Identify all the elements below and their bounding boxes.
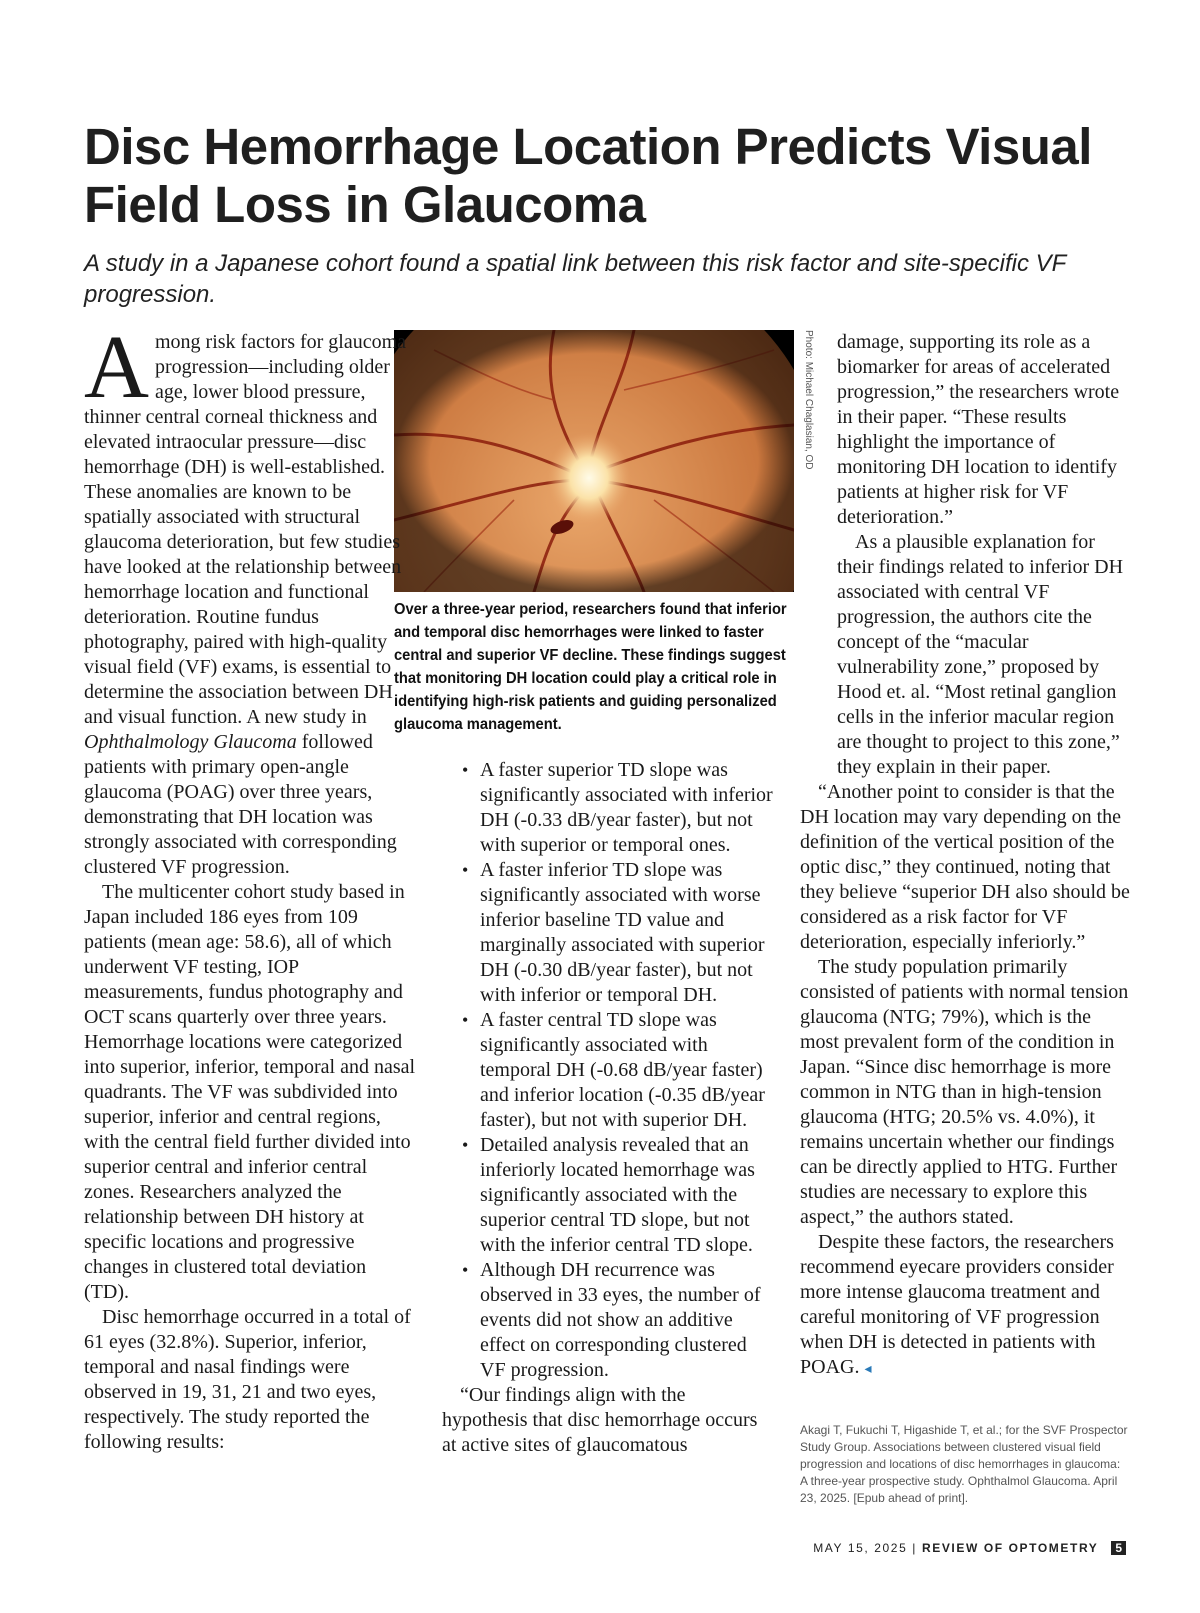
deck-subtitle: A study in a Japanese cohort found a spatial link between this risk factor and site-specific VF progression. <box>84 250 1066 308</box>
list-item: • A faster inferior TD slope was significantly associated with worse inferior baseline TD value and marginally associated with superior DH (-0.30 dB/year faster), but not with inferior or temporal DH. <box>442 858 774 1008</box>
page-number: 5 <box>1111 1541 1126 1555</box>
column-right <box>800 330 1132 1382</box>
fundus-image <box>394 330 794 592</box>
intro-text: mong risk factors for glaucoma progression—including older age, lower blood pressure, thinner central corneal thickness and elevated intraocular pressure—disc hemorrhage (DH) is well-established. These anomalies are known to be spatially associated with structural glaucoma deterioration, but few studies have looked at the relationship between hemorrhage location and functional deterioration. Routine fundus photography, paired with high-quality visual field (VF) exams, is essential to determine the association between DH and visual function. A new study in <box>84 331 407 728</box>
quote-paragraph-start: “Our findings align with the hypothesis that disc hemorrhage occurs at active sites of glaucomatous <box>442 1384 758 1456</box>
reference-citation: Akagi T, Fukuchi T, Higashide T, et al.; for the SVF Prospector Study Group. Associations between clustered visual field progression and locations of disc hemorrhages in glaucoma: A three-year prospective study. Ophthalmol Glaucoma. April 23, 2025. [Epub ahead of print]. <box>800 1423 1128 1505</box>
population-paragraph: The study population primarily consisted of patients with normal tension glaucoma (NTG; 79%), which is the most prevalent form of the condition in Japan. “Since disc hemorrhage is more common in NTG than in high-tension glaucoma (HTG; 20.5% vs. 4.0%), it remains uncertain whether our findings can be directly applied to HTG. Further studies are necessary to explore this aspect,” the authors stated. <box>800 956 1129 1228</box>
page-footer <box>813 1541 1126 1555</box>
drop-cap: A <box>84 318 149 417</box>
footer-separator: | <box>912 1541 918 1555</box>
journal-name: Ophthalmology Glaucoma <box>84 731 297 753</box>
photo-credit: Photo: Michael Chaglasian, OD <box>803 330 814 470</box>
definition-paragraph: “Another point to consider is that the DH location may vary depending on the definition of the vertical position of the optic disc,” they continued, noting that they believe “superior DH also should be considered as a risk factor for VF deterioration, especially inferiorly.” <box>800 781 1130 953</box>
conclusion-paragraph <box>800 1230 1132 1382</box>
intro-paragraph <box>84 318 416 880</box>
results-paragraph: Disc hemorrhage occurred in a total of 61 eyes (32.8%). Superior, inferior, temporal and nasal findings were observed in 19, 31, 21 and two eyes, respectively. The study reported the following results: <box>84 1306 411 1453</box>
quote-paragraph-continued: damage, supporting its role as a biomarker for areas of accelerated progression,” the researchers wrote in their paper. “These results highlight the importance of monitoring DH location to identify patients at higher risk for VF deterioration.” <box>837 331 1120 528</box>
conclusion-text: Despite these factors, the researchers recommend eyecare providers consider more intense glaucoma treatment and careful monitoring of VF progression when DH is detected in patients with POAG. <box>800 1231 1114 1378</box>
study-paragraph: The multicenter cohort study based in Japan included 186 eyes from 109 patients (mean age: 58.6), all of which underwent VF testing, IOP measurements, fundus photography and OCT scans quarterly over three years. Hemorrhage locations were categorized into superior, inferior, temporal and nasal quadrants. The VF was subdivided into superior, inferior and central regions, with the central field further divided into superior central and inferior central zones. Researchers analyzed the relationship between DH history at specific locations and progressive changes in clustered total deviation (TD). <box>84 881 416 1303</box>
column-left <box>84 318 416 1455</box>
results-list <box>442 758 774 1383</box>
publication-name: REVIEW OF OPTOMETRY <box>921 1541 1099 1555</box>
headline: Disc Hemorrhage Location Predicts Visual Field Loss in Glaucoma <box>84 118 1092 233</box>
column-middle <box>442 758 774 1458</box>
list-item: • A faster central TD slope was significantly associated with temporal DH (-0.68 dB/year faster) and inferior location (-0.35 dB/year faster), but not with superior DH. <box>442 1008 774 1133</box>
list-item: • A faster superior TD slope was significantly associated with inferior DH (-0.33 dB/year faster), but not with superior or temporal ones. <box>442 758 774 858</box>
issue-date: MAY 15, 2025 <box>813 1541 908 1555</box>
end-mark-icon: ◂ <box>864 1362 872 1377</box>
intro-text-end: followed patients with primary open-angle glaucoma (POAG) over three years, demonstrating that DH location was strongly associated with corresponding clustered VF progression. <box>84 731 397 878</box>
list-item: • Although DH recurrence was observed in 33 eyes, the number of events did not show an additive effect on corresponding clustered VF progression. <box>442 1258 774 1383</box>
fundus-photo <box>394 330 794 592</box>
narrow-block <box>800 330 1132 780</box>
photo-caption: Over a three-year period, researchers found that inferior and temporal disc hemorrhages were linked to faster central and superior VF decline. These findings suggest that monitoring DH location could play a critical role in identifying high-risk patients and guiding personalized glaucoma management. <box>394 601 787 733</box>
list-item: • Detailed analysis revealed that an inferiorly located hemorrhage was significantly associated with the superior central TD slope, but not with the inferior central TD slope. <box>442 1133 774 1258</box>
macular-paragraph: As a plausible explanation for their findings related to inferior DH associated with central VF progression, the authors cite the concept of the “macular vulnerability zone,” proposed by Hood et. al. “Most retinal ganglion cells in the inferior macular region are thought to project to this zone,” they explain in their paper. <box>837 531 1124 778</box>
